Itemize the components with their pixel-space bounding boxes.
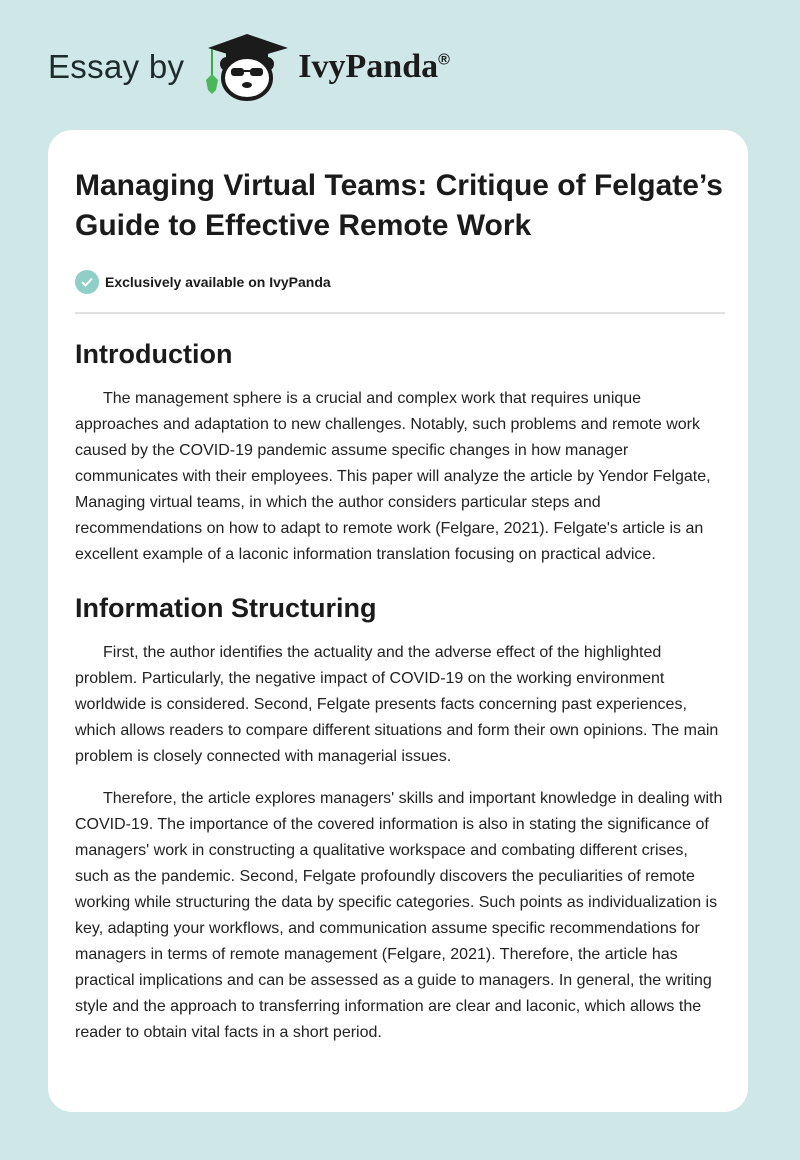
section-heading: Introduction [75,339,233,369]
registered-mark: ® [438,51,450,69]
brand-name[interactable] [298,48,450,86]
exclusive-badge [75,270,725,294]
essay-by-label: Essay by [48,48,185,85]
check-icon [75,270,99,294]
essay-title: Managing Virtual Teams: Critique of Felgate’s Guide to Effective Remote Work [75,169,723,242]
paragraph: The management sphere is a crucial and complex work that requires unique approaches and adaptation to new challenges. Notably, such problems and remote work caused by the COVID-19 pandemic assume specific changes in how manager communicates with their employees. This paper will analyze the article by Yendor Felgate, Managing virtual teams, in which the author considers particular steps and recommendations on how to adapt to remote work (Felgare, 2021). Felgate's article is an excellent example of a laconic information translation focusing on practical advice. [75,390,711,563]
brand-text: IvyPanda [298,48,439,85]
badge-label: Exclusively available on IvyPanda [105,274,331,290]
panda-logo-icon[interactable] [204,32,290,102]
divider [75,312,725,314]
site-header [48,32,450,102]
essay-card [48,130,748,1112]
paragraph: Therefore, the article explores managers' skills and important knowledge in dealing with COVID-19. The importance of the covered information is also in stating the significance of managers' work in constructing a qualitative workspace and combating different crises, such as the pandemic. Second, Felgate profoundly discovers the peculiarities of remote working while structuring the data by specific categories. Such points as individualization is key, adapting your workflows, and communication assume specific recommendations for managers in terms of remote management (Felgare, 2021). Therefore, the article has practical implications and can be assessed as a guide to managers. In general, the writing style and the approach to transferring information are clear and laconic, which allows the reader to obtain vital facts in a short period. [75,790,723,1041]
section-heading: Information Structuring [75,593,377,623]
paragraph: First, the author identifies the actuality and the adverse effect of the highlighted problem. Particularly, the negative impact of COVID-19 on the working environment worldwide is considered. Second, Felgate presents facts concerning past experiences, which allows readers to compare different situations and form their own opinions. The main problem is closely connected with managerial issues. [75,644,719,765]
